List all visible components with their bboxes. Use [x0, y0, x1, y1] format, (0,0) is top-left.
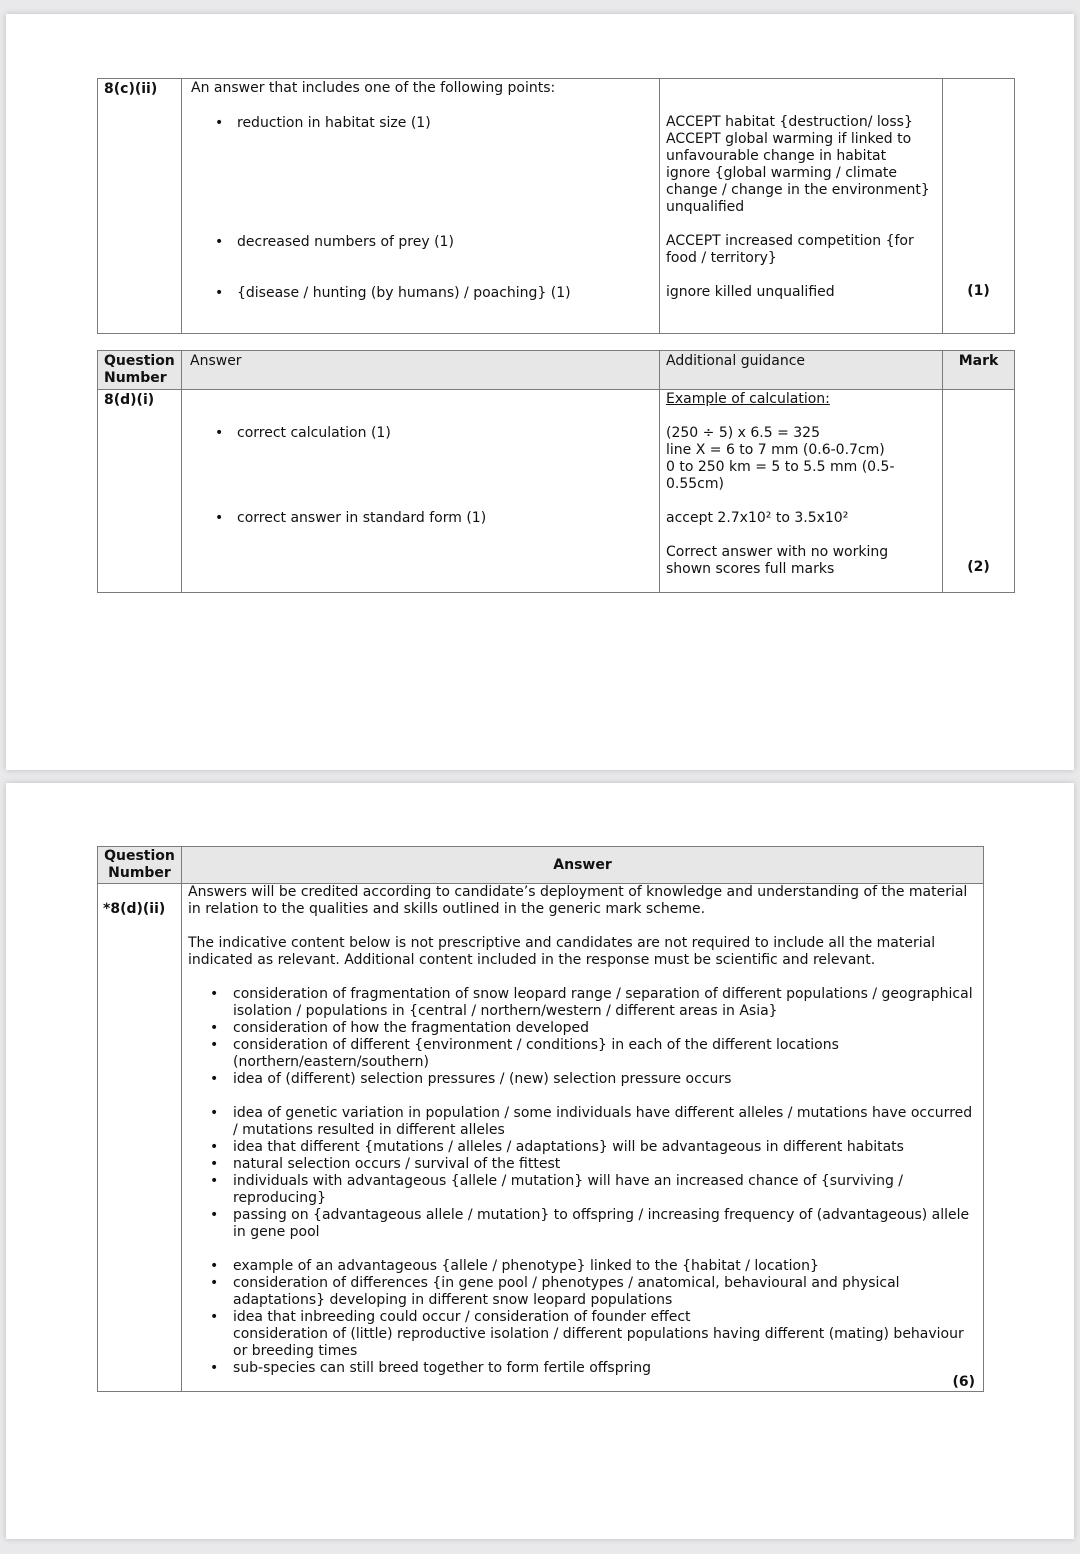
guidance-cell	[660, 79, 943, 334]
mark-value: (1)	[967, 283, 990, 299]
header-mark: Mark	[943, 351, 1015, 390]
list-item: • consideration of fragmentation of snow leopard range / separation of different populations / geographical isolation / populations in {central / northern/western / different areas in Asia}	[188, 986, 977, 1020]
list-item: • sub-species can still breed together to form fertile offspring	[188, 1360, 977, 1377]
question-number-value: *8(d)(ii)	[103, 901, 166, 917]
mark-value: (2)	[967, 559, 990, 575]
no-working-note: shown scores full marks	[666, 561, 835, 577]
answer-point: • decreased numbers of prey (1)	[182, 234, 659, 251]
indicative-paragraph: indicated as relevant. Additional content included in the response must be scientific and relevant.	[188, 952, 876, 968]
credit-paragraph: in relation to the qualities and skills outlined in the generic mark scheme.	[188, 901, 706, 917]
indicative-paragraph: The indicative content below is not prescriptive and candidates are not required to include all the material	[188, 935, 936, 951]
question-number: 8(c)(ii)	[98, 79, 182, 334]
question-number: 8(d)(i)	[98, 390, 182, 593]
mark-cell	[943, 390, 1015, 593]
example-title: Example of calculation:	[666, 391, 830, 407]
list-item: • consideration of different {environment / conditions} in each of the different locations (northern/eastern/southern)	[188, 1037, 977, 1071]
list-item: • idea of genetic variation in population / some individuals have different alleles / mutations have occurred / mutations resulted in different alleles	[188, 1105, 977, 1139]
list-item: • natural selection occurs / survival of the fittest	[188, 1156, 977, 1173]
calc-line: 0.55cm)	[666, 476, 724, 492]
answer-point: • {disease / hunting (by humans) / poaching} (1)	[182, 285, 659, 302]
list-item: • idea of (different) selection pressures / (new) selection pressure occurs	[188, 1071, 977, 1088]
accept-range: accept 2.7x10² to 3.5x10²	[666, 510, 849, 526]
answer-cell	[182, 390, 660, 593]
guidance-line: unqualified	[666, 199, 745, 215]
credit-paragraph: Answers will be credited according to candidate’s deployment of knowledge and understanding of the material	[188, 884, 968, 900]
list-item: • example of an advantageous {allele / phenotype} linked to the {habitat / location}	[188, 1258, 977, 1275]
guidance-cell	[660, 390, 943, 593]
calc-line: line X = 6 to 7 mm (0.6-0.7cm)	[666, 442, 885, 458]
guidance-line: ACCEPT habitat {destruction/ loss}	[666, 114, 913, 130]
table-8c-ii	[97, 78, 1015, 334]
calc-line: 0 to 250 km = 5 to 5.5 mm (0.5-	[666, 459, 895, 475]
question-number	[98, 884, 182, 1392]
list-item: • idea that different {mutations / alleles / adaptations} will be advantageous in different habitats	[188, 1139, 977, 1156]
list-item: • consideration of differences {in gene pool / phenotypes / anatomical, behavioural and physical adaptations} developing in different snow leopard populations	[188, 1275, 977, 1309]
page-2	[6, 783, 1074, 1539]
answer-cell	[182, 884, 984, 1392]
calc-line: (250 ÷ 5) x 6.5 = 325	[666, 425, 820, 441]
list-item: • idea that inbreeding could occur / consideration of founder effect	[188, 1309, 977, 1326]
guidance-line: ACCEPT increased competition {for	[666, 233, 914, 249]
header-guidance: Additional guidance	[660, 351, 943, 390]
header-question-number	[98, 351, 182, 390]
list-item: • consideration of how the fragmentation developed	[188, 1020, 977, 1037]
bullet-group-3	[188, 1258, 977, 1377]
table-8d-ii	[97, 846, 984, 1392]
guidance-line: food / territory}	[666, 250, 777, 266]
answer-cell	[182, 79, 660, 334]
guidance-line: change / change in the environment}	[666, 182, 930, 198]
mark-cell	[943, 79, 1015, 334]
answer-intro: An answer that includes one of the following points:	[191, 80, 556, 96]
answer-point: • correct answer in standard form (1)	[182, 510, 659, 527]
no-working-note: Correct answer with no working	[666, 544, 889, 560]
bullet-group-2	[188, 1105, 977, 1241]
guidance-line: ACCEPT global warming if linked to	[666, 131, 912, 147]
header-question: Question	[104, 353, 175, 369]
bullet-group-1	[188, 986, 977, 1088]
guidance-line: ignore killed unqualified	[666, 284, 835, 300]
header-answer: Answer	[182, 351, 660, 390]
mark-value: (6)	[952, 1374, 975, 1390]
header-number: Number	[108, 865, 171, 881]
answer-point: • correct calculation (1)	[182, 425, 659, 442]
header-question: Question	[104, 848, 175, 864]
header-answer: Answer	[182, 847, 984, 884]
header-question-number	[98, 847, 182, 884]
guidance-line: unfavourable change in habitat	[666, 148, 887, 164]
guidance-line: ignore {global warming / climate	[666, 165, 898, 181]
list-item: • individuals with advantageous {allele / mutation} will have an increased chance of {surviving / reproducing}	[188, 1173, 977, 1207]
header-number: Number	[104, 370, 167, 386]
page-1	[6, 14, 1074, 770]
list-item: consideration of (little) reproductive isolation / different populations having different (mating) behaviour or breeding times	[233, 1326, 964, 1359]
list-item: • passing on {advantageous allele / mutation} to offspring / increasing frequency of (advantageous) allele in gene pool	[188, 1207, 977, 1241]
answer-point: • reduction in habitat size (1)	[182, 115, 659, 132]
table-8d-i	[97, 350, 1015, 593]
